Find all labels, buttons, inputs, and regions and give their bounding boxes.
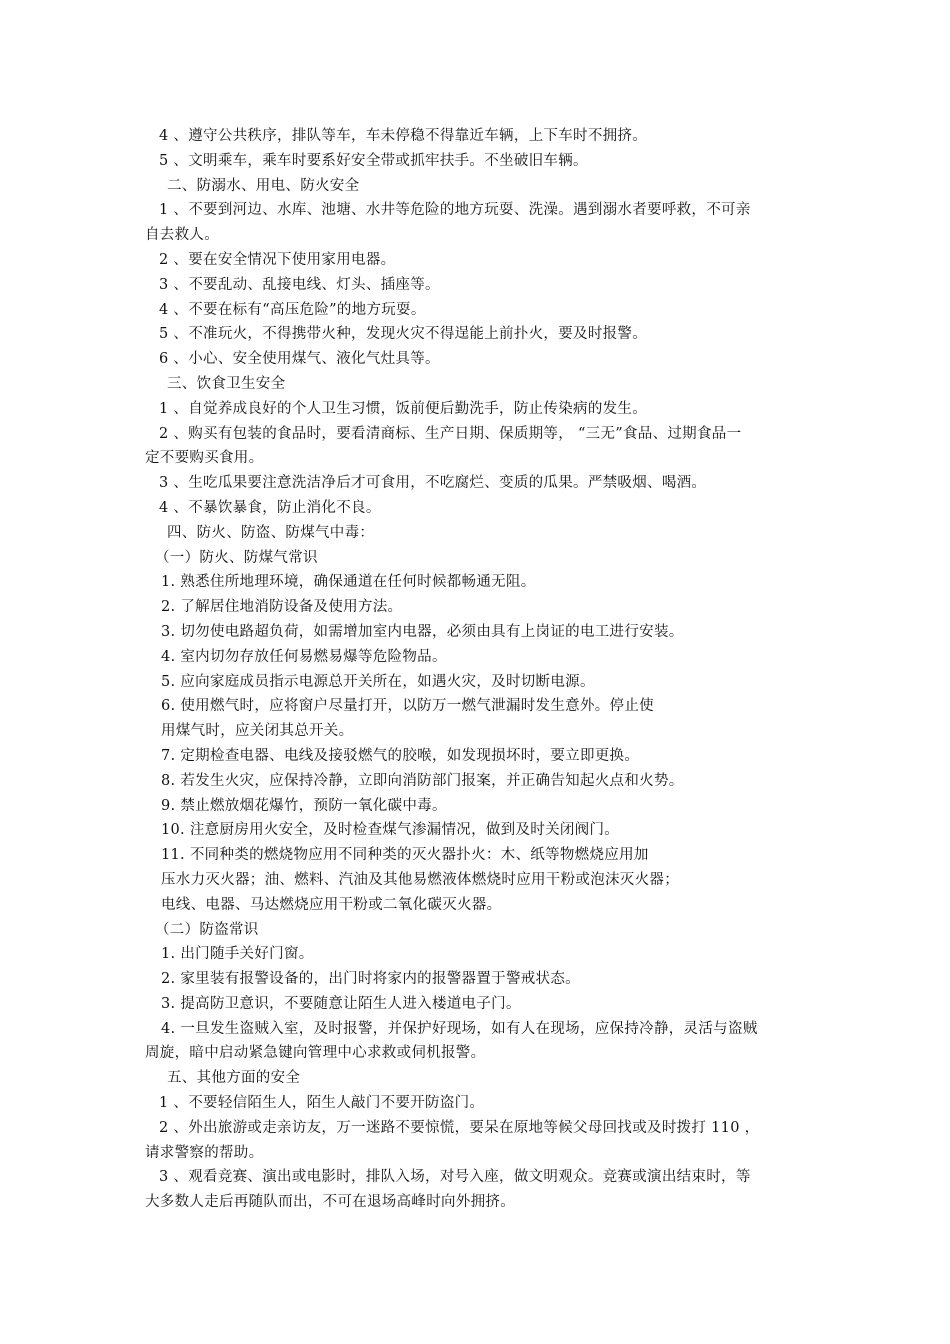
paragraph-line: 2. 了解居住地消防设备及使用方法。 (161, 599, 403, 616)
paragraph-line: 5 、不准玩火，不得携带火种，发现火灾不得逞能上前扑火，要及时报警。 (159, 326, 648, 343)
paragraph-line: 4 、不要在标有“高压危险”的地方玩耍。 (159, 301, 426, 318)
paragraph-line: 3. 提高防卫意识，不要随意让陌生人进入楼道电子门。 (161, 995, 521, 1012)
paragraph-line: 5 、文明乘车，乘车时要系好安全带或抓牢扶手。不坐破旧车辆。 (159, 152, 588, 169)
paragraph-line: 自去救人。 (145, 227, 219, 244)
section-heading: 二、防溺水、用电、防火安全 (167, 177, 360, 194)
document-body (145, 124, 810, 1215)
paragraph-line: 2 、购买有包装的食品时，要看清商标、生产日期、保质期等， “三无”食品、过期食品一 (159, 425, 742, 442)
paragraph-line: 大多数人走后再随队而出，不可在退场高峰时向外拥挤。 (145, 1194, 515, 1211)
paragraph-line: 3 、不要乱动、乱接电线、灯头、插座等。 (159, 276, 440, 293)
paragraph-line: 9. 禁止燃放烟花爆竹，预防一氧化碳中毒。 (161, 797, 447, 814)
section-heading: 三、饮食卫生安全 (167, 375, 286, 392)
paragraph-line: 4 、不暴饮暴食，防止消化不良。 (159, 499, 381, 516)
paragraph-line: 3 、生吃瓜果要注意洗洁净后才可食用，不吃腐烂、变质的瓜果。严禁吸烟、喝酒。 (159, 475, 707, 492)
paragraph-line: 请求警察的帮助。 (145, 1144, 264, 1161)
paragraph-line: 5. 应向家庭成员指示电源总开关所在，如遇火灾，及时切断电源。 (161, 673, 595, 690)
paragraph-line: 6. 使用燃气时，应将窗户尽量打开，以防万一燃气泄漏时发生意外。停止使 (161, 698, 654, 715)
subsection-heading: （一）防火、防煤气常识 (155, 549, 318, 566)
paragraph-line: 定不要购买食用。 (145, 450, 264, 467)
subsection-heading: （二）防盗常识 (155, 921, 259, 938)
paragraph-line: 1 、不要到河边、水库、池塘、水井等危险的地方玩耍、洗澡。遇到溺水者要呼救，不可亲 (159, 202, 751, 219)
paragraph-line: 7. 定期检查电器、电线及接驳燃气的胶喉，如发现损坏时，要立即更换。 (161, 747, 640, 764)
paragraph-line: 1 、不要轻信陌生人，陌生人敲门不要开防盗门。 (159, 1095, 485, 1112)
paragraph-line: 用煤气时，应关闭其总开关。 (161, 723, 354, 740)
paragraph-line: 11. 不同种类的燃烧物应用不同种类的灭火器扑火：木、纸等物燃烧应用加 (161, 847, 649, 864)
paragraph-line: 电线、电器、马达燃烧应用干粉或二氧化碳灭火器。 (161, 896, 502, 913)
section-heading: 四、防火、防盗、防煤气中毒： (167, 524, 375, 541)
paragraph-line: 4. 室内切勿存放任何易燃易爆等危险物品。 (161, 648, 447, 665)
paragraph-line: 2 、外出旅游或走亲访友，万一迷路不要惊慌，要呆在原地等候父母回找或及时拨打 110 ， (159, 1119, 760, 1136)
paragraph-line: 10. 注意厨房用火安全，及时检查煤气渗漏情况，做到及时关闭阀门。 (161, 822, 620, 839)
paragraph-line: 6 、小心、安全使用煤气、液化气灶具等。 (159, 351, 440, 368)
paragraph-line: 周旋，暗中启动紧急键向管理中心求救或伺机报警。 (145, 1045, 486, 1062)
paragraph-line: 4. 一旦发生盗贼入室，及时报警，并保护好现场，如有人在现场，应保持冷静，灵活与盗贼 (161, 1020, 758, 1037)
section-heading: 五、其他方面的安全 (167, 1070, 301, 1087)
paragraph-line: 1 、自觉养成良好的个人卫生习惯，饭前便后勤洗手，防止传染病的发生。 (159, 400, 648, 417)
paragraph-line: 2. 家里装有报警设备的，出门时将家内的报警器置于警戒状态。 (161, 971, 580, 988)
paragraph-line: 3 、观看竞赛、演出或电影时，排队入场，对号入座，做文明观众。竞赛或演出结束时，等 (159, 1169, 751, 1186)
paragraph-line: 压水力灭火器；油、燃料、汽油及其他易燃液体燃烧时应用干粉或泡沫灭火器； (161, 871, 679, 888)
paragraph-line: 2 、要在安全情况下使用家用电器。 (159, 251, 396, 268)
paragraph-line: 1. 出门随手关好门窗。 (161, 946, 314, 963)
paragraph-line: 1. 熟悉住所地理环境，确保通道在任何时候都畅通无阻。 (161, 574, 536, 591)
paragraph-line: 4 、遵守公共秩序，排队等车，车未停稳不得靠近车辆，上下车时不拥挤。 (159, 128, 648, 144)
paragraph-line: 3. 切勿使电路超负荷，如需增加室内电器，必须由具有上岗证的电工进行安装。 (161, 623, 684, 640)
paragraph-line: 8. 若发生火灾，应保持冷静，立即向消防部门报案，并正确告知起火点和火势。 (161, 772, 684, 789)
